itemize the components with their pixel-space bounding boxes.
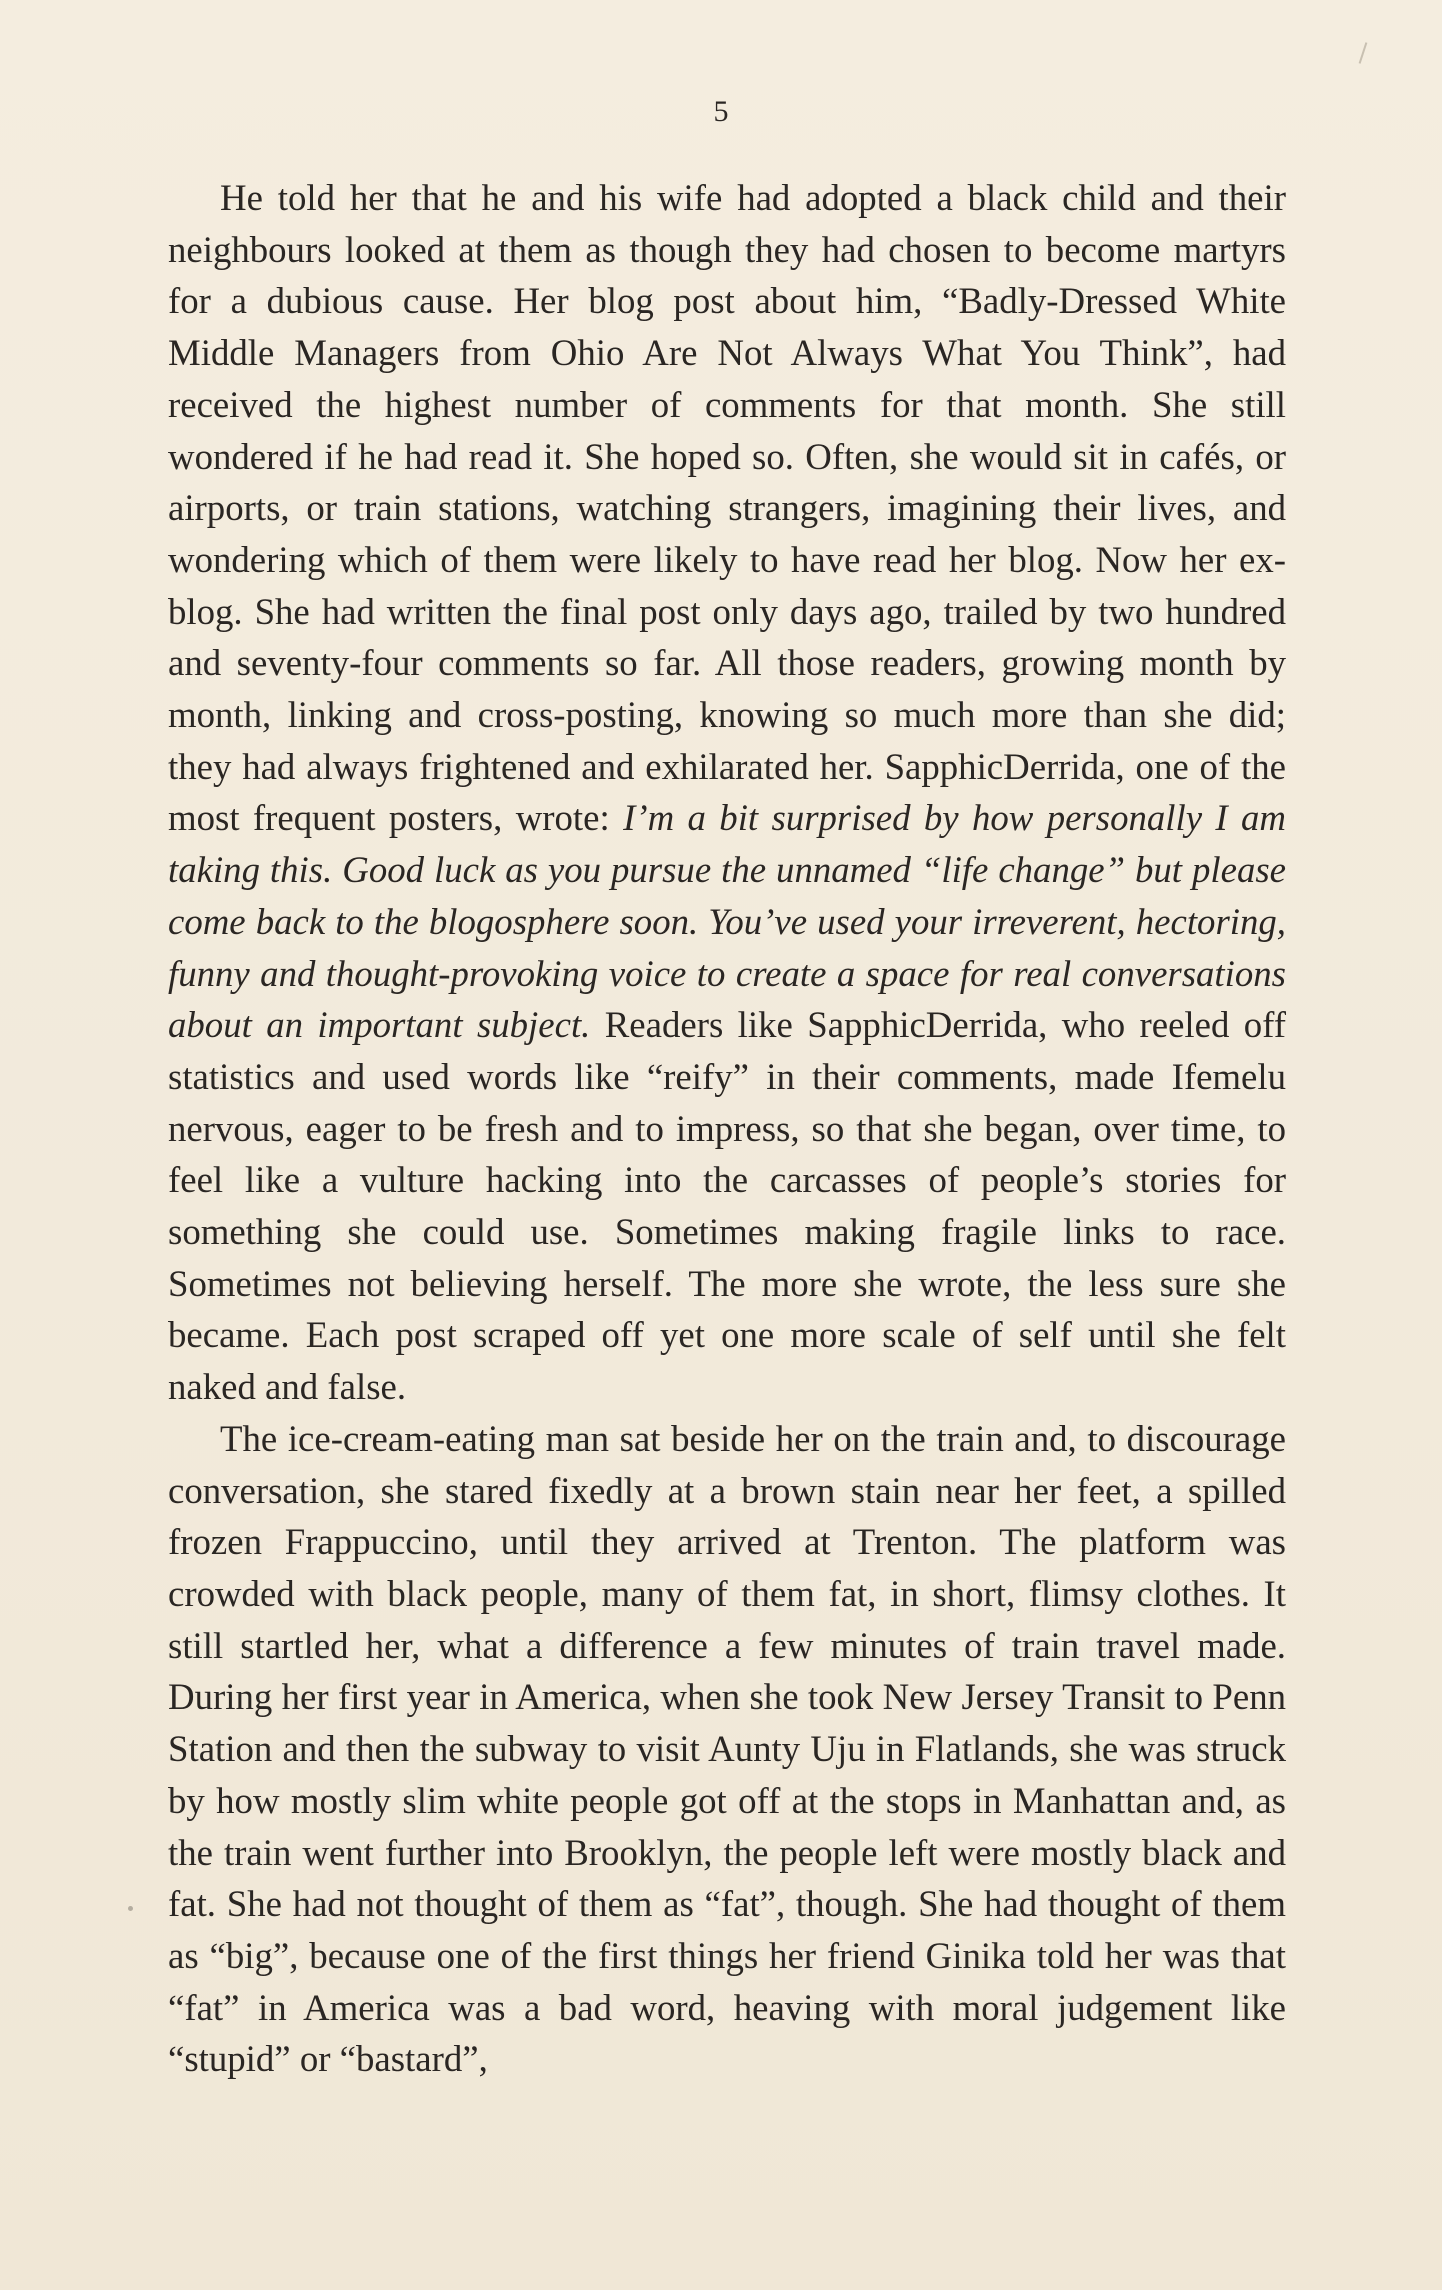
body-text: [168, 172, 1286, 2085]
paragraph-1: [168, 172, 1286, 1413]
quoted-comment: I’m a bit surprised by how personally I am taking this. Good luck as you pursue the unnamed “life change” but please come back to the blogosphere soon. You’ve used your irreverent, hectoring, funny and thought-provoking voice to create a space for real conversations about an important subject.: [168, 797, 1287, 1046]
paragraph-2: The ice-cream-eating man sat beside her on the train and, to discourage conversation, she stared fixedly at a brown stain near her feet, a spilled frozen Frappuccino, until they arrived at Trenton. The platform was crowded with black people, many of them fat, in short, flimsy clothes. It still startled her, what a difference a few minutes of train travel made. During her first year in America, when she took New Jersey Transit to Penn Station and then the subway to visit Aunty Uju in Flatlands, she was struck by how mostly slim white people got off at the stops in Manhattan and, as the train went further into Brooklyn, the people left were mostly black and fat. She had not thought of them as “fat”, though. She had thought of them as “big”, because one of the first things her friend Ginika told her was that “fat” in America was a bad word, heaving with moral judgement like “stupid” or “bastard”,: [168, 1417, 1286, 2080]
paper-speck: [1359, 42, 1368, 64]
page-number: 5: [713, 95, 729, 128]
margin-mark: [128, 1906, 133, 1911]
paragraph-1-lead: He told her that he and his wife had adopted a black child and their neighbours looked at them as though they had chosen to become martyrs for a dubious cause. Her blog post about him, “Badly-Dressed White Middle Managers from Ohio Are Not Always What You Think”, had received the highest number of comments for that month. She still wondered if he had read it. She hoped so. Often, she would sit in cafés, or airports, or train stations, watching strangers, imagining their lives, and wondering which of them were likely to have read her blog. Now her ex-blog. She had written the final post only days ago, trailed by two hundred and seventy-four comments so far. All those readers, growing month by month, linking and cross-posting, knowing so much more than she did; they had always frightened and exhilarated her. SapphicDerrida, one of the most frequent posters, wrote:: [168, 177, 1286, 839]
paragraph-1-tail: Readers like SapphicDerrida, who reeled off statistics and used words like “reify” in their comments, made Ifemelu nervous, eager to be fresh and to impress, so that she began, over time, to feel like a vulture hacking into the carcasses of people’s stories for something she could use. Sometimes making fragile links to race. Sometimes not believing herself. The more she wrote, the less sure she became. Each post scraped off yet one more scale of self until she felt naked and false.: [168, 1004, 1287, 1408]
